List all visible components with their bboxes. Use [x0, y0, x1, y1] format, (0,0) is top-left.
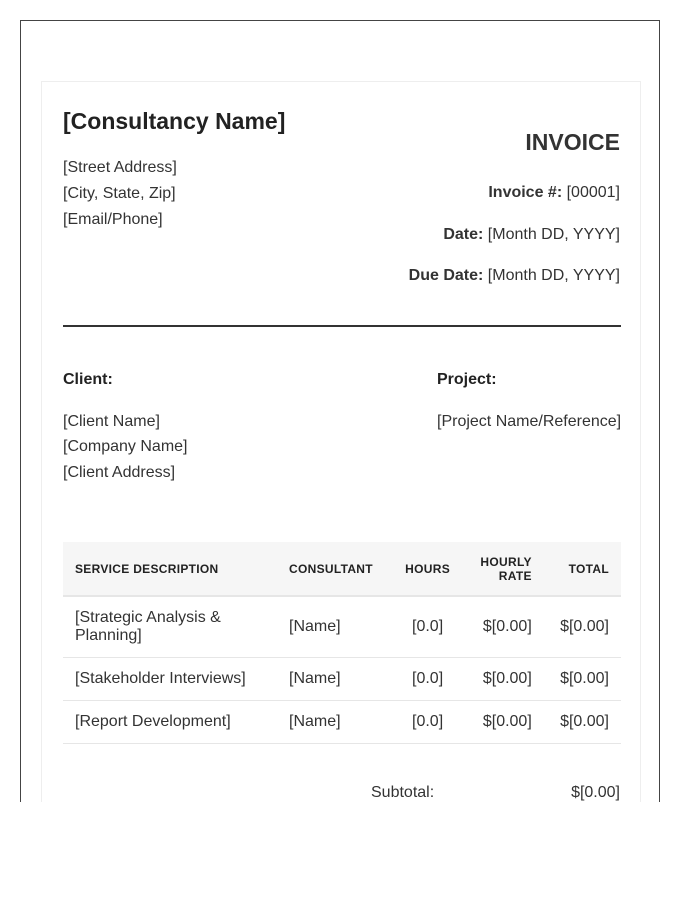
col-header-rate-line1: HOURLY: [480, 554, 532, 569]
project-label: Project:: [437, 371, 497, 388]
subtotal-label: Subtotal:: [371, 784, 435, 801]
col-header-description: SERVICE DESCRIPTION: [63, 542, 277, 596]
row-description: [Report Development]: [63, 701, 277, 744]
col-header-total: TOTAL: [544, 542, 621, 596]
client-label: Client:: [63, 371, 113, 388]
project-name: [Project Name/Reference]: [437, 413, 622, 430]
row-rate: $[0.00]: [464, 596, 544, 658]
subtotal-value: $[0.00]: [571, 784, 620, 801]
table-row: [63, 658, 621, 701]
document-viewport: [20, 20, 660, 802]
row-hours: [0.0]: [391, 596, 464, 658]
row-total: $[0.00]: [544, 658, 621, 701]
row-description: [Strategic Analysis & Planning]: [63, 596, 277, 658]
company-street: [Street Address]: [63, 159, 177, 176]
client-name: [Client Name]: [63, 413, 160, 430]
col-header-consultant: CONSULTANT: [277, 542, 391, 596]
invoice-date: [443, 226, 620, 244]
invoice-sheet: [41, 81, 641, 802]
invoice-number-label: Invoice #:: [488, 184, 563, 201]
row-consultant: [Name]: [277, 658, 391, 701]
invoice-date-label: Date:: [443, 226, 484, 243]
company-city: [City, State, Zip]: [63, 185, 176, 202]
row-hours: [0.0]: [391, 658, 464, 701]
col-header-rate-line2: RATE: [498, 568, 532, 583]
invoice-number: [488, 184, 620, 202]
col-header-rate: [464, 542, 544, 596]
invoice-number-value: [00001]: [566, 184, 620, 201]
row-total: $[0.00]: [544, 701, 621, 744]
header-divider: [63, 325, 621, 327]
row-hours: [0.0]: [391, 701, 464, 744]
invoice-title: INVOICE: [525, 129, 620, 155]
row-consultant: [Name]: [277, 596, 391, 658]
table-row: [63, 596, 621, 658]
services-table: [63, 542, 621, 744]
row-rate: $[0.00]: [464, 701, 544, 744]
client-address: [Client Address]: [63, 464, 176, 481]
table-header-row: [63, 542, 621, 596]
company-contact: [Email/Phone]: [63, 211, 163, 228]
client-company: [Company Name]: [63, 438, 188, 455]
col-header-hours: HOURS: [391, 542, 464, 596]
table-row: [63, 701, 621, 744]
company-name: [Consultancy Name]: [63, 108, 286, 134]
row-description: [Stakeholder Interviews]: [63, 658, 277, 701]
row-total: $[0.00]: [544, 596, 621, 658]
invoice-due-label: Due Date:: [408, 267, 484, 284]
invoice-date-value: [Month DD, YYYY]: [487, 226, 620, 243]
invoice-due-value: [Month DD, YYYY]: [487, 267, 620, 284]
row-consultant: [Name]: [277, 701, 391, 744]
row-rate: $[0.00]: [464, 658, 544, 701]
invoice-due-date: [409, 267, 620, 285]
